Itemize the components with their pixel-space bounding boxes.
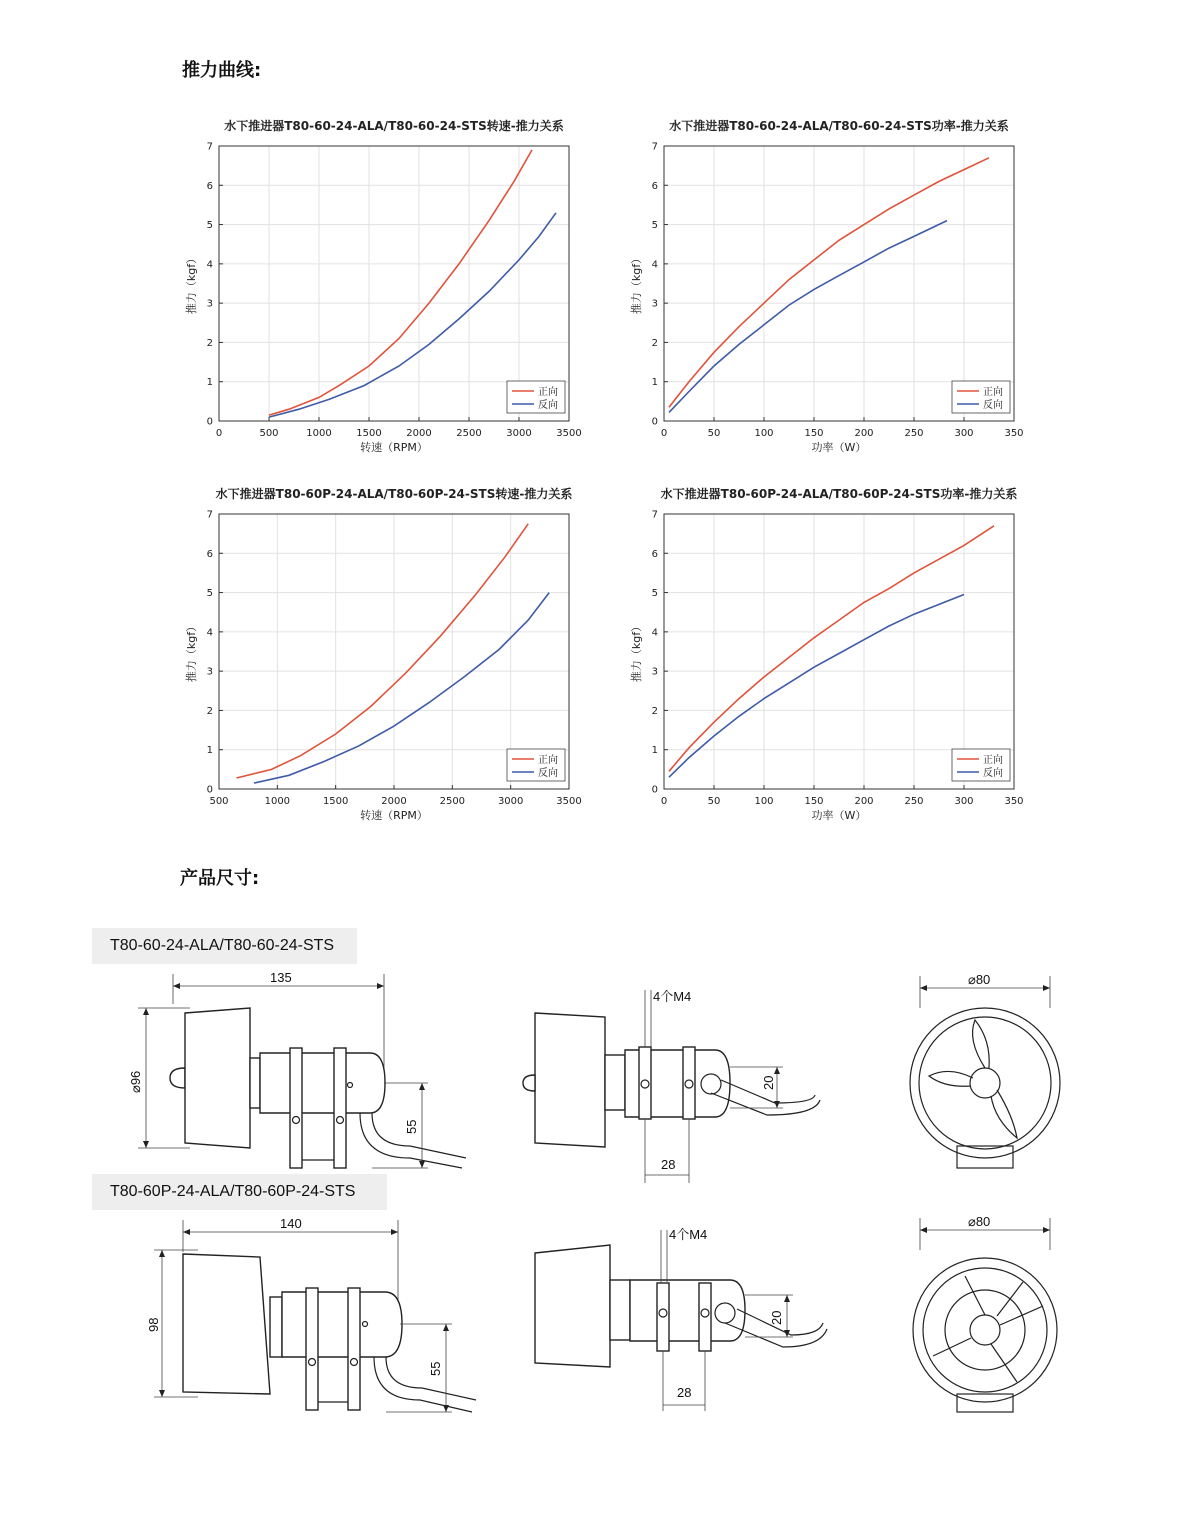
x-tick-label: 2500 xyxy=(439,796,466,807)
x-tick-label: 3500 xyxy=(556,428,582,439)
y-tick-label: 6 xyxy=(651,548,658,560)
model-a-height-dim: 55 xyxy=(404,1119,419,1134)
y-axis-label: 推力（kgf） xyxy=(185,252,198,315)
x-tick-label: 250 xyxy=(904,796,924,807)
y-tick-label: 3 xyxy=(651,298,658,310)
y-tick-label: 6 xyxy=(206,548,213,560)
x-axis-label: 转速（RPM） xyxy=(360,441,428,454)
model-b-length-dim: 140 xyxy=(280,1216,302,1231)
y-tick-label: 1 xyxy=(651,377,658,389)
model-a-length-dim: 135 xyxy=(270,970,292,985)
y-tick-label: 1 xyxy=(206,745,213,757)
y-tick-label: 4 xyxy=(651,627,658,639)
y-tick-label: 4 xyxy=(651,259,658,271)
x-tick-label: 100 xyxy=(754,796,774,807)
x-tick-label: 1000 xyxy=(264,796,291,807)
y-tick-label: 2 xyxy=(206,337,213,349)
x-tick-label: 2000 xyxy=(406,428,432,439)
y-tick-label: 5 xyxy=(651,220,658,232)
x-tick-label: 0 xyxy=(660,428,668,439)
chart-title: 水下推进器T80-60P-24-ALA/T80-60P-24-STS功率-推力关系 xyxy=(660,487,1018,501)
y-tick-label: 6 xyxy=(651,180,658,192)
x-tick-label: 150 xyxy=(804,796,824,807)
model-a-hole-spacing-v-dim: 20 xyxy=(761,1075,776,1090)
model-b-hole-spacing-h-dim: 28 xyxy=(677,1385,692,1400)
y-tick-label: 1 xyxy=(206,377,213,389)
chart-title: 水下推进器T80-60P-24-ALA/T80-60P-24-STS转速-推力关系 xyxy=(215,487,573,501)
y-tick-label: 3 xyxy=(206,298,213,310)
chart-power-thrust-b xyxy=(620,481,1040,826)
x-tick-label: 350 xyxy=(1004,796,1024,807)
model-b-duct-diameter-dim: ⌀80 xyxy=(968,1214,991,1229)
x-tick-label: 100 xyxy=(754,428,774,439)
model-b-height-dim: 55 xyxy=(428,1361,443,1376)
x-tick-label: 50 xyxy=(707,428,721,439)
plot-area xyxy=(219,146,569,421)
x-tick-label: 50 xyxy=(707,796,721,807)
x-tick-label: 3000 xyxy=(497,796,524,807)
y-tick-label: 7 xyxy=(651,141,658,153)
model-b-label: T80-60P-24-ALA/T80-60P-24-STS xyxy=(92,1174,387,1210)
x-tick-label: 0 xyxy=(215,428,223,439)
model-a-hole-spacing-h-dim: 28 xyxy=(661,1157,676,1172)
x-tick-label: 200 xyxy=(854,796,874,807)
x-tick-label: 350 xyxy=(1004,428,1024,439)
model-b-front-view xyxy=(905,1210,1075,1425)
chart-rpm-thrust-b xyxy=(175,481,595,826)
legend-label: 正向 xyxy=(538,387,558,398)
x-tick-label: 500 xyxy=(259,428,279,439)
model-a-mount-view xyxy=(515,985,835,1185)
model-b-mount-view xyxy=(515,1225,845,1425)
dimensions-heading: 产品尺寸: xyxy=(180,868,260,889)
y-tick-label: 5 xyxy=(206,588,213,600)
model-a-side-view xyxy=(110,968,510,1178)
y-tick-label: 5 xyxy=(651,588,658,600)
y-tick-label: 7 xyxy=(651,509,658,521)
x-tick-label: 2500 xyxy=(456,428,482,439)
y-tick-label: 0 xyxy=(651,416,658,428)
x-axis-label: 功率（W） xyxy=(811,441,867,454)
plot-area xyxy=(664,514,1014,789)
chart-title: 水下推进器T80-60-24-ALA/T80-60-24-STS转速-推力关系 xyxy=(224,119,564,133)
x-tick-label: 1000 xyxy=(306,428,332,439)
x-axis-label: 功率（W） xyxy=(811,809,867,822)
model-b-hole-spacing-v-dim: 20 xyxy=(769,1310,784,1325)
y-tick-label: 2 xyxy=(651,337,658,349)
y-tick-label: 4 xyxy=(206,627,213,639)
model-b-side-view xyxy=(110,1212,520,1422)
x-tick-label: 500 xyxy=(209,796,229,807)
x-axis-label: 转速（RPM） xyxy=(360,809,428,822)
legend-label: 反向 xyxy=(538,768,558,779)
legend-label: 正向 xyxy=(983,387,1003,398)
y-axis-label: 推力（kgf） xyxy=(185,620,198,683)
legend-label: 反向 xyxy=(983,400,1003,411)
y-tick-label: 0 xyxy=(206,784,213,796)
x-tick-label: 150 xyxy=(804,428,824,439)
x-tick-label: 3000 xyxy=(506,428,532,439)
model-a-front-view xyxy=(905,968,1075,1173)
y-tick-label: 0 xyxy=(651,784,658,796)
y-tick-label: 3 xyxy=(651,666,658,678)
x-tick-label: 1500 xyxy=(356,428,382,439)
y-tick-label: 4 xyxy=(206,259,213,271)
y-tick-label: 7 xyxy=(206,509,213,521)
x-tick-label: 3500 xyxy=(556,796,582,807)
y-axis-label: 推力（kgf） xyxy=(630,620,643,683)
chart-rpm-thrust-a xyxy=(175,113,595,458)
y-tick-label: 6 xyxy=(206,180,213,192)
plot-area xyxy=(664,146,1014,421)
y-tick-label: 2 xyxy=(206,705,213,717)
y-tick-label: 3 xyxy=(206,666,213,678)
model-b-mount-holes-dim: 4个M4 xyxy=(669,1227,708,1242)
y-tick-label: 7 xyxy=(206,141,213,153)
y-tick-label: 0 xyxy=(206,416,213,428)
y-tick-label: 2 xyxy=(651,705,658,717)
x-tick-label: 300 xyxy=(954,796,974,807)
y-tick-label: 5 xyxy=(206,220,213,232)
model-a-mount-holes-dim: 4个M4 xyxy=(653,989,692,1004)
legend-label: 反向 xyxy=(983,768,1003,779)
model-a-duct-diameter-dim: ⌀80 xyxy=(968,972,991,987)
x-tick-label: 300 xyxy=(954,428,974,439)
chart-power-thrust-a xyxy=(620,113,1040,458)
y-tick-label: 1 xyxy=(651,745,658,757)
legend-label: 反向 xyxy=(538,400,558,411)
x-tick-label: 1500 xyxy=(322,796,349,807)
y-axis-label: 推力（kgf） xyxy=(630,252,643,315)
x-tick-label: 0 xyxy=(660,796,668,807)
x-tick-label: 2000 xyxy=(381,796,407,807)
legend-label: 正向 xyxy=(983,755,1003,766)
legend-label: 正向 xyxy=(538,755,558,766)
chart-title: 水下推进器T80-60-24-ALA/T80-60-24-STS功率-推力关系 xyxy=(669,119,1009,133)
model-b-diameter-dim: 98 xyxy=(146,1317,161,1332)
x-tick-label: 200 xyxy=(854,428,874,439)
x-tick-label: 250 xyxy=(904,428,924,439)
model-a-label: T80-60-24-ALA/T80-60-24-STS xyxy=(92,928,357,964)
thrust-curves-heading: 推力曲线: xyxy=(182,60,262,81)
model-a-diameter-dim: ⌀96 xyxy=(128,1070,143,1093)
